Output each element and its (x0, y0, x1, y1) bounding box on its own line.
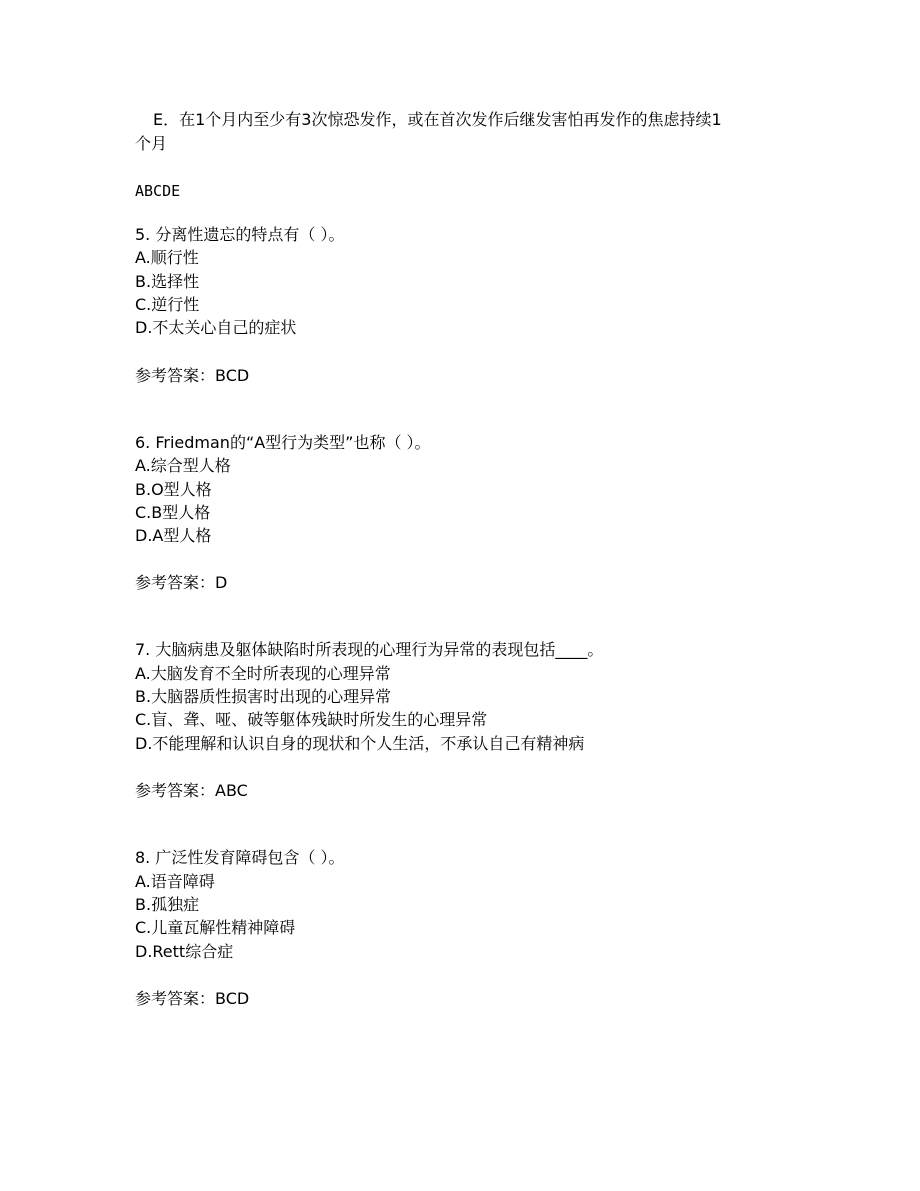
option-e-line-1: E．在1个月内至少有3次惊恐发作，或在首次发作后继发害怕再发作的焦虑持续1 (153, 110, 722, 129)
question-8-option-c: C.儿童瓦解性精神障碍 (135, 918, 296, 937)
question-7-option-c: C.盲、聋、哑、破等躯体残缺时所发生的心理异常 (135, 710, 488, 729)
question-5-option-b: B.选择性 (135, 272, 200, 291)
question-7-option-d: D.不能理解和认识自身的现状和个人生活，不承认自己有精神病 (135, 734, 585, 753)
question-8-option-d: D.Rett综合症 (135, 942, 234, 961)
question-6-stem: 6. Friedman的“A型行为类型”也称（ ）。 (135, 433, 431, 452)
question-7-answer: 参考答案：ABC (135, 781, 248, 800)
question-8-option-b: B.孤独症 (135, 895, 200, 914)
question-5-answer: 参考答案：BCD (135, 366, 250, 385)
question-8-answer: 参考答案：BCD (135, 989, 250, 1008)
question-8-option-a: A.语音障碍 (135, 872, 215, 891)
question-7-option-b: B.大脑器质性损害时出现的心理异常 (135, 687, 392, 706)
question-6-answer: 参考答案：D (135, 573, 228, 592)
question-5-option-d: D.不太关心自己的症状 (135, 318, 297, 337)
previous-answer: ABCDE (135, 182, 181, 200)
option-e-line-2: 个月 (135, 134, 168, 153)
question-5-stem: 5. 分离性遗忘的特点有（ ）。 (135, 225, 345, 244)
question-7-stem: 7. 大脑病患及躯体缺陷时所表现的心理行为异常的表现包括____。 (135, 640, 604, 659)
question-5-option-c: C.逆行性 (135, 295, 200, 314)
question-5-option-a: A.顺行性 (135, 248, 199, 267)
question-6-option-d: D.A型人格 (135, 526, 212, 545)
question-6-option-b: B.O型人格 (135, 480, 212, 499)
question-6-option-c: C.B型人格 (135, 503, 211, 522)
question-7-option-a: A.大脑发育不全时所表现的心理异常 (135, 664, 391, 683)
question-6-option-a: A.综合型人格 (135, 456, 231, 475)
question-8-stem: 8. 广泛性发育障碍包含（ ）。 (135, 848, 345, 867)
